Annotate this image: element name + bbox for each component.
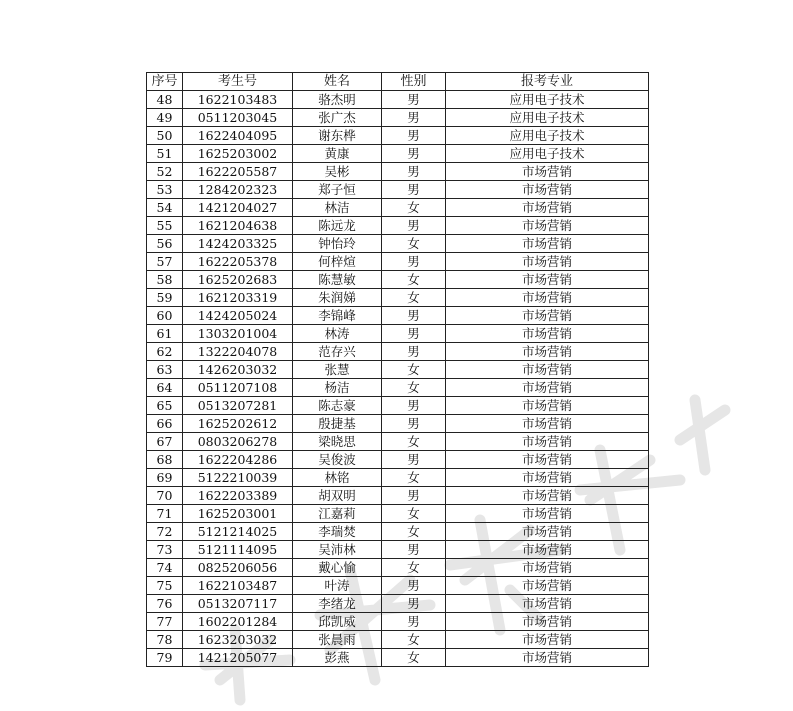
gender-cell: 女 — [382, 271, 446, 289]
seq-cell: 59 — [147, 289, 183, 307]
seq-cell: 76 — [147, 595, 183, 613]
gender-cell: 男 — [382, 145, 446, 163]
table-row — [147, 181, 649, 199]
seq-cell: 63 — [147, 361, 183, 379]
name-cell: 殷捷基 — [293, 415, 382, 433]
seq-cell: 79 — [147, 649, 183, 667]
major-cell: 市场营销 — [446, 595, 649, 613]
name-cell: 戴心愉 — [293, 559, 382, 577]
seq-cell: 71 — [147, 505, 183, 523]
seq-cell: 74 — [147, 559, 183, 577]
major-cell: 市场营销 — [446, 325, 649, 343]
header-gender: 性别 — [382, 73, 446, 91]
gender-cell: 女 — [382, 235, 446, 253]
name-cell: 陈慧敏 — [293, 271, 382, 289]
seq-cell: 69 — [147, 469, 183, 487]
name-cell: 林洁 — [293, 199, 382, 217]
gender-cell: 男 — [382, 91, 446, 109]
gender-cell: 女 — [382, 289, 446, 307]
table-row — [147, 595, 649, 613]
header-row — [147, 73, 649, 91]
gender-cell: 女 — [382, 379, 446, 397]
gender-cell: 男 — [382, 541, 446, 559]
seq-cell: 55 — [147, 217, 183, 235]
table-row — [147, 127, 649, 145]
seq-cell: 58 — [147, 271, 183, 289]
table-row — [147, 307, 649, 325]
gender-cell: 女 — [382, 631, 446, 649]
table-row — [147, 199, 649, 217]
major-cell: 市场营销 — [446, 451, 649, 469]
major-cell: 市场营销 — [446, 289, 649, 307]
major-cell: 市场营销 — [446, 559, 649, 577]
name-cell: 吴彬 — [293, 163, 382, 181]
table-row — [147, 271, 649, 289]
major-cell: 应用电子技术 — [446, 91, 649, 109]
table-row — [147, 91, 649, 109]
name-cell: 朱润娣 — [293, 289, 382, 307]
candidate-id-cell: 1622404095 — [183, 127, 293, 145]
major-cell: 市场营销 — [446, 253, 649, 271]
table-row — [147, 613, 649, 631]
candidate-id-cell: 0511203045 — [183, 109, 293, 127]
table-row — [147, 253, 649, 271]
major-cell: 应用电子技术 — [446, 109, 649, 127]
seq-cell: 61 — [147, 325, 183, 343]
gender-cell: 男 — [382, 595, 446, 613]
name-cell: 郑子恒 — [293, 181, 382, 199]
name-cell: 林铭 — [293, 469, 382, 487]
major-cell: 市场营销 — [446, 631, 649, 649]
seq-cell: 54 — [147, 199, 183, 217]
candidate-id-cell: 1622205587 — [183, 163, 293, 181]
name-cell: 谢东桦 — [293, 127, 382, 145]
gender-cell: 男 — [382, 109, 446, 127]
header-candidate-id: 考生号 — [183, 73, 293, 91]
table-row — [147, 577, 649, 595]
candidate-id-cell: 5121214025 — [183, 523, 293, 541]
name-cell: 张慧 — [293, 361, 382, 379]
seq-cell: 60 — [147, 307, 183, 325]
seq-cell: 68 — [147, 451, 183, 469]
seq-cell: 67 — [147, 433, 183, 451]
gender-cell: 男 — [382, 217, 446, 235]
gender-cell: 男 — [382, 325, 446, 343]
candidate-id-cell: 1625203002 — [183, 145, 293, 163]
table-row — [147, 631, 649, 649]
name-cell: 骆杰明 — [293, 91, 382, 109]
seq-cell: 48 — [147, 91, 183, 109]
major-cell: 市场营销 — [446, 343, 649, 361]
header-major: 报考专业 — [446, 73, 649, 91]
admission-table — [146, 72, 649, 667]
candidate-id-cell: 5121114095 — [183, 541, 293, 559]
candidate-id-cell: 1622205378 — [183, 253, 293, 271]
gender-cell: 男 — [382, 397, 446, 415]
table-row — [147, 487, 649, 505]
candidate-id-cell: 1622103483 — [183, 91, 293, 109]
major-cell: 应用电子技术 — [446, 145, 649, 163]
table-row — [147, 559, 649, 577]
table-row — [147, 469, 649, 487]
seq-cell: 49 — [147, 109, 183, 127]
major-cell: 市场营销 — [446, 523, 649, 541]
gender-cell: 男 — [382, 253, 446, 271]
major-cell: 市场营销 — [446, 415, 649, 433]
name-cell: 吴沛林 — [293, 541, 382, 559]
name-cell: 吴俊波 — [293, 451, 382, 469]
table-row — [147, 235, 649, 253]
major-cell: 市场营销 — [446, 271, 649, 289]
candidate-id-cell: 1622103487 — [183, 577, 293, 595]
seq-cell: 77 — [147, 613, 183, 631]
candidate-id-cell: 1621203319 — [183, 289, 293, 307]
table-row — [147, 289, 649, 307]
gender-cell: 女 — [382, 523, 446, 541]
name-cell: 李锦峰 — [293, 307, 382, 325]
name-cell: 梁晓思 — [293, 433, 382, 451]
candidate-id-cell: 0513207117 — [183, 595, 293, 613]
name-cell: 叶涛 — [293, 577, 382, 595]
candidate-id-cell: 1625203001 — [183, 505, 293, 523]
candidate-id-cell: 1303201004 — [183, 325, 293, 343]
name-cell: 陈远龙 — [293, 217, 382, 235]
table-row — [147, 541, 649, 559]
table-row — [147, 415, 649, 433]
seq-cell: 78 — [147, 631, 183, 649]
major-cell: 市场营销 — [446, 217, 649, 235]
major-cell: 市场营销 — [446, 577, 649, 595]
gender-cell: 男 — [382, 451, 446, 469]
header-name: 姓名 — [293, 73, 382, 91]
candidate-id-cell: 1602201284 — [183, 613, 293, 631]
gender-cell: 女 — [382, 199, 446, 217]
candidate-id-cell: 1424205024 — [183, 307, 293, 325]
table-row — [147, 145, 649, 163]
gender-cell: 男 — [382, 127, 446, 145]
table-row — [147, 505, 649, 523]
major-cell: 市场营销 — [446, 433, 649, 451]
major-cell: 市场营销 — [446, 397, 649, 415]
name-cell: 张晨雨 — [293, 631, 382, 649]
major-cell: 市场营销 — [446, 505, 649, 523]
seq-cell: 51 — [147, 145, 183, 163]
name-cell: 黄康 — [293, 145, 382, 163]
table-row — [147, 433, 649, 451]
table-row — [147, 163, 649, 181]
major-cell: 市场营销 — [446, 307, 649, 325]
name-cell: 林涛 — [293, 325, 382, 343]
name-cell: 何梓煊 — [293, 253, 382, 271]
major-cell: 市场营销 — [446, 181, 649, 199]
major-cell: 市场营销 — [446, 361, 649, 379]
major-cell: 应用电子技术 — [446, 127, 649, 145]
seq-cell: 57 — [147, 253, 183, 271]
gender-cell: 女 — [382, 469, 446, 487]
seq-cell: 70 — [147, 487, 183, 505]
gender-cell: 女 — [382, 559, 446, 577]
table-row — [147, 397, 649, 415]
major-cell: 市场营销 — [446, 541, 649, 559]
candidate-id-cell: 1426203032 — [183, 361, 293, 379]
name-cell: 陈志豪 — [293, 397, 382, 415]
gender-cell: 女 — [382, 505, 446, 523]
gender-cell: 男 — [382, 343, 446, 361]
name-cell: 江嘉莉 — [293, 505, 382, 523]
candidate-id-cell: 1421204027 — [183, 199, 293, 217]
gender-cell: 男 — [382, 181, 446, 199]
gender-cell: 男 — [382, 487, 446, 505]
major-cell: 市场营销 — [446, 235, 649, 253]
gender-cell: 女 — [382, 361, 446, 379]
candidate-id-cell: 1622203389 — [183, 487, 293, 505]
name-cell: 彭燕 — [293, 649, 382, 667]
major-cell: 市场营销 — [446, 379, 649, 397]
candidate-id-cell: 1625202612 — [183, 415, 293, 433]
major-cell: 市场营销 — [446, 649, 649, 667]
table-row — [147, 451, 649, 469]
gender-cell: 男 — [382, 307, 446, 325]
major-cell: 市场营销 — [446, 469, 649, 487]
candidate-id-cell: 1621204638 — [183, 217, 293, 235]
table-row — [147, 217, 649, 235]
candidate-id-cell: 0825206056 — [183, 559, 293, 577]
major-cell: 市场营销 — [446, 487, 649, 505]
name-cell: 胡双明 — [293, 487, 382, 505]
table-row — [147, 325, 649, 343]
name-cell: 范存兴 — [293, 343, 382, 361]
table-row — [147, 343, 649, 361]
name-cell: 李瑞焚 — [293, 523, 382, 541]
candidate-id-cell: 1322204078 — [183, 343, 293, 361]
candidate-id-cell: 1623203032 — [183, 631, 293, 649]
name-cell: 李绪龙 — [293, 595, 382, 613]
name-cell: 杨洁 — [293, 379, 382, 397]
gender-cell: 男 — [382, 577, 446, 595]
gender-cell: 男 — [382, 163, 446, 181]
seq-cell: 53 — [147, 181, 183, 199]
candidate-id-cell: 1625202683 — [183, 271, 293, 289]
seq-cell: 52 — [147, 163, 183, 181]
seq-cell: 50 — [147, 127, 183, 145]
candidate-id-cell: 0803206278 — [183, 433, 293, 451]
candidate-id-cell: 0511207108 — [183, 379, 293, 397]
seq-cell: 56 — [147, 235, 183, 253]
table-body — [147, 91, 649, 667]
gender-cell: 男 — [382, 613, 446, 631]
header-seq: 序号 — [147, 73, 183, 91]
name-cell: 张广杰 — [293, 109, 382, 127]
table-row — [147, 649, 649, 667]
candidate-id-cell: 1421205077 — [183, 649, 293, 667]
seq-cell: 65 — [147, 397, 183, 415]
major-cell: 市场营销 — [446, 199, 649, 217]
seq-cell: 72 — [147, 523, 183, 541]
gender-cell: 女 — [382, 433, 446, 451]
candidate-id-cell: 0513207281 — [183, 397, 293, 415]
major-cell: 市场营销 — [446, 163, 649, 181]
candidate-id-cell: 1622204286 — [183, 451, 293, 469]
major-cell: 市场营销 — [446, 613, 649, 631]
table-row — [147, 523, 649, 541]
table-row — [147, 361, 649, 379]
name-cell: 邱凯威 — [293, 613, 382, 631]
gender-cell: 男 — [382, 415, 446, 433]
table-row — [147, 109, 649, 127]
seq-cell: 64 — [147, 379, 183, 397]
name-cell: 钟怡玲 — [293, 235, 382, 253]
seq-cell: 66 — [147, 415, 183, 433]
seq-cell: 62 — [147, 343, 183, 361]
seq-cell: 73 — [147, 541, 183, 559]
candidate-id-cell: 1284202323 — [183, 181, 293, 199]
table-row — [147, 379, 649, 397]
candidate-id-cell: 1424203325 — [183, 235, 293, 253]
candidate-id-cell: 5122210039 — [183, 469, 293, 487]
gender-cell: 女 — [382, 649, 446, 667]
seq-cell: 75 — [147, 577, 183, 595]
